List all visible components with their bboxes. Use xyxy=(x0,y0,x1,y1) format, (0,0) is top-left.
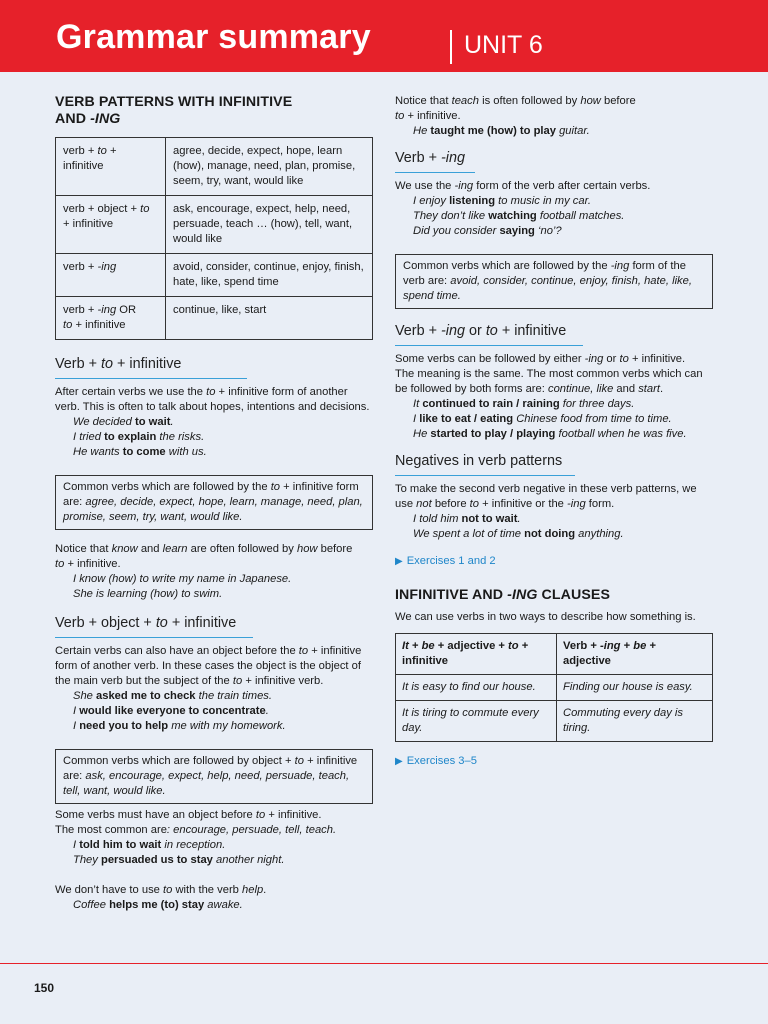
table-row xyxy=(56,254,373,297)
play-arrow-icon: ▶ xyxy=(395,556,403,567)
heading-line-2: AND xyxy=(55,111,91,127)
example: They persuaded us to stay another night. xyxy=(73,854,285,866)
example: He wants to come with us. xyxy=(73,446,207,458)
note-box: Common verbs which are followed by object + to + infinitive are: ask, encourage, expect, help, need, persuade, teach, tell, want, would like. xyxy=(55,749,373,804)
footer-rule xyxy=(0,963,768,964)
heading-line-1: VERB PATTERNS WITH INFINITIVE xyxy=(55,94,293,110)
table-cell: It is tiring to commute every day. xyxy=(396,701,557,742)
section-heading-verb-patterns xyxy=(55,94,375,128)
paragraph: Certain verbs can also have an object before the to + infinitive form of another verb. In these cases the object is the object of the main verb but the subject of the to + infinitive verb. xyxy=(55,645,362,687)
example: I like to eat / eating Chinese food from time to time. xyxy=(413,413,672,425)
subheading: Verb + -ing or to + infinitive xyxy=(395,322,583,346)
section-infinitive-ing-clauses xyxy=(395,587,715,742)
paragraph: We use the -ing form of the verb after certain verbs. xyxy=(395,180,651,192)
pattern-cell: verb + -ing OR to + infinitive xyxy=(56,297,166,340)
exercises-link-1[interactable]: ▶ Exercises 1 and 2 xyxy=(395,555,496,567)
page-number: 150 xyxy=(34,981,55,995)
example: We spent a lot of time not doing anything. xyxy=(413,528,624,540)
example: She is learning (how) to swim. xyxy=(73,588,223,600)
example: He taught me (how) to play guitar. xyxy=(413,125,590,137)
example: It continued to rain / raining for three days. xyxy=(413,398,635,410)
header-cell: It + be + adjective + to + infinitive xyxy=(396,634,557,675)
subheading: Negatives in verb patterns xyxy=(395,452,575,476)
table-row xyxy=(396,675,713,701)
example: I would like everyone to concentrate. xyxy=(73,705,269,717)
paragraph: We don’t have to use to with the verb help. xyxy=(55,884,267,896)
paragraph: Some verbs must have an object before to + infinitive. The most common are: encourage, persuade, tell, teach. xyxy=(55,809,337,836)
subsection-verb-ing-or-to xyxy=(395,322,715,442)
example: Did you consider saying ‘no’? xyxy=(413,225,562,237)
table-header-row xyxy=(396,634,713,675)
header-cell: Verb + -ing + be + adjective xyxy=(557,634,713,675)
subsection-verb-ing xyxy=(395,149,715,309)
verb-patterns-table xyxy=(55,137,373,340)
example: I enjoy listening to music in my car. xyxy=(413,195,592,207)
pattern-cell: verb + -ing xyxy=(56,254,166,297)
play-arrow-icon: ▶ xyxy=(395,756,403,767)
right-column xyxy=(395,94,715,769)
example: Coffee helps me (to) stay awake. xyxy=(73,899,243,911)
table-row xyxy=(56,196,373,254)
table-cell: Finding our house is easy. xyxy=(557,675,713,701)
verbs-cell: ask, encourage, expect, help, need, persuade, teach … (how), tell, want, would like xyxy=(166,196,373,254)
unit-label: UNIT 6 xyxy=(464,31,543,59)
table-row xyxy=(56,138,373,196)
table-row xyxy=(56,297,373,340)
paragraph: Notice that teach is often followed by how before to + infinitive. xyxy=(395,95,636,122)
verbs-cell: continue, like, start xyxy=(166,297,373,340)
example: I need you to help me with my homework. xyxy=(73,720,286,732)
subsection-verb-to-infinitive xyxy=(55,355,375,602)
heading-ing: -ING xyxy=(90,111,121,127)
example: I tried to explain the risks. xyxy=(73,431,205,443)
table-cell: Commuting every day is tiring. xyxy=(557,701,713,742)
example: He started to play / playing football when he was five. xyxy=(413,428,687,440)
example: I told him not to wait. xyxy=(413,513,521,525)
table-row xyxy=(396,701,713,742)
example: I told him to wait in reception. xyxy=(73,839,226,851)
clauses-table xyxy=(395,633,713,742)
pattern-cell: verb + to + infinitive xyxy=(56,138,166,196)
subheading: Verb + -ing xyxy=(395,149,475,173)
subheading: Verb + object + to + infinitive xyxy=(55,614,253,638)
paragraph: Notice that know and learn are often followed by how before to + infinitive. xyxy=(55,543,353,570)
note-box: Common verbs which are followed by the to + infinitive form are: agree, decide, expect, hope, learn, manage, need, plan, promise, seem, try, want, would like. xyxy=(55,475,373,530)
verbs-cell: agree, decide, expect, hope, learn (how), manage, need, plan, promise, seem, try, want, would like xyxy=(166,138,373,196)
example: I know (how) to write my name in Japanese. xyxy=(73,573,292,585)
section-heading-clauses: INFINITIVE AND -ING CLAUSES xyxy=(395,587,611,603)
paragraph: After certain verbs we use the to + infinitive form of another verb. This is often to talk about hopes, intentions and decisions. xyxy=(55,386,370,413)
subsection-verb-object-to-infinitive xyxy=(55,614,375,913)
example: They don’t like watching football matches. xyxy=(413,210,625,222)
verbs-cell: avoid, consider, continue, enjoy, finish, hate, like, spend time xyxy=(166,254,373,297)
paragraph: We can use verbs in two ways to describe how something is. xyxy=(395,611,696,623)
header-divider xyxy=(450,30,452,64)
example: She asked me to check the train times. xyxy=(73,690,272,702)
note-box: Common verbs which are followed by the -ing form of the verb are: avoid, consider, continue, enjoy, finish, hate, like, spend time. xyxy=(395,254,713,309)
paragraph: Some verbs can be followed by either -ing or to + infinitive. The meaning is the same. The most common verbs which can be followed by both forms are: continue, like and start. xyxy=(395,353,703,395)
page-title: Grammar summary xyxy=(56,18,371,56)
subheading: Verb + to + infinitive xyxy=(55,355,247,379)
paragraph: To make the second verb negative in these verb patterns, we use not before to + infinitive or the -ing form. xyxy=(395,483,697,510)
table-cell: It is easy to find our house. xyxy=(396,675,557,701)
subsection-negatives xyxy=(395,452,715,542)
example: We decided to wait. xyxy=(73,416,174,428)
exercises-link-2[interactable]: ▶ Exercises 3–5 xyxy=(395,755,477,767)
pattern-cell: verb + object + to + infinitive xyxy=(56,196,166,254)
header-bar xyxy=(0,0,768,72)
left-column xyxy=(55,94,375,913)
